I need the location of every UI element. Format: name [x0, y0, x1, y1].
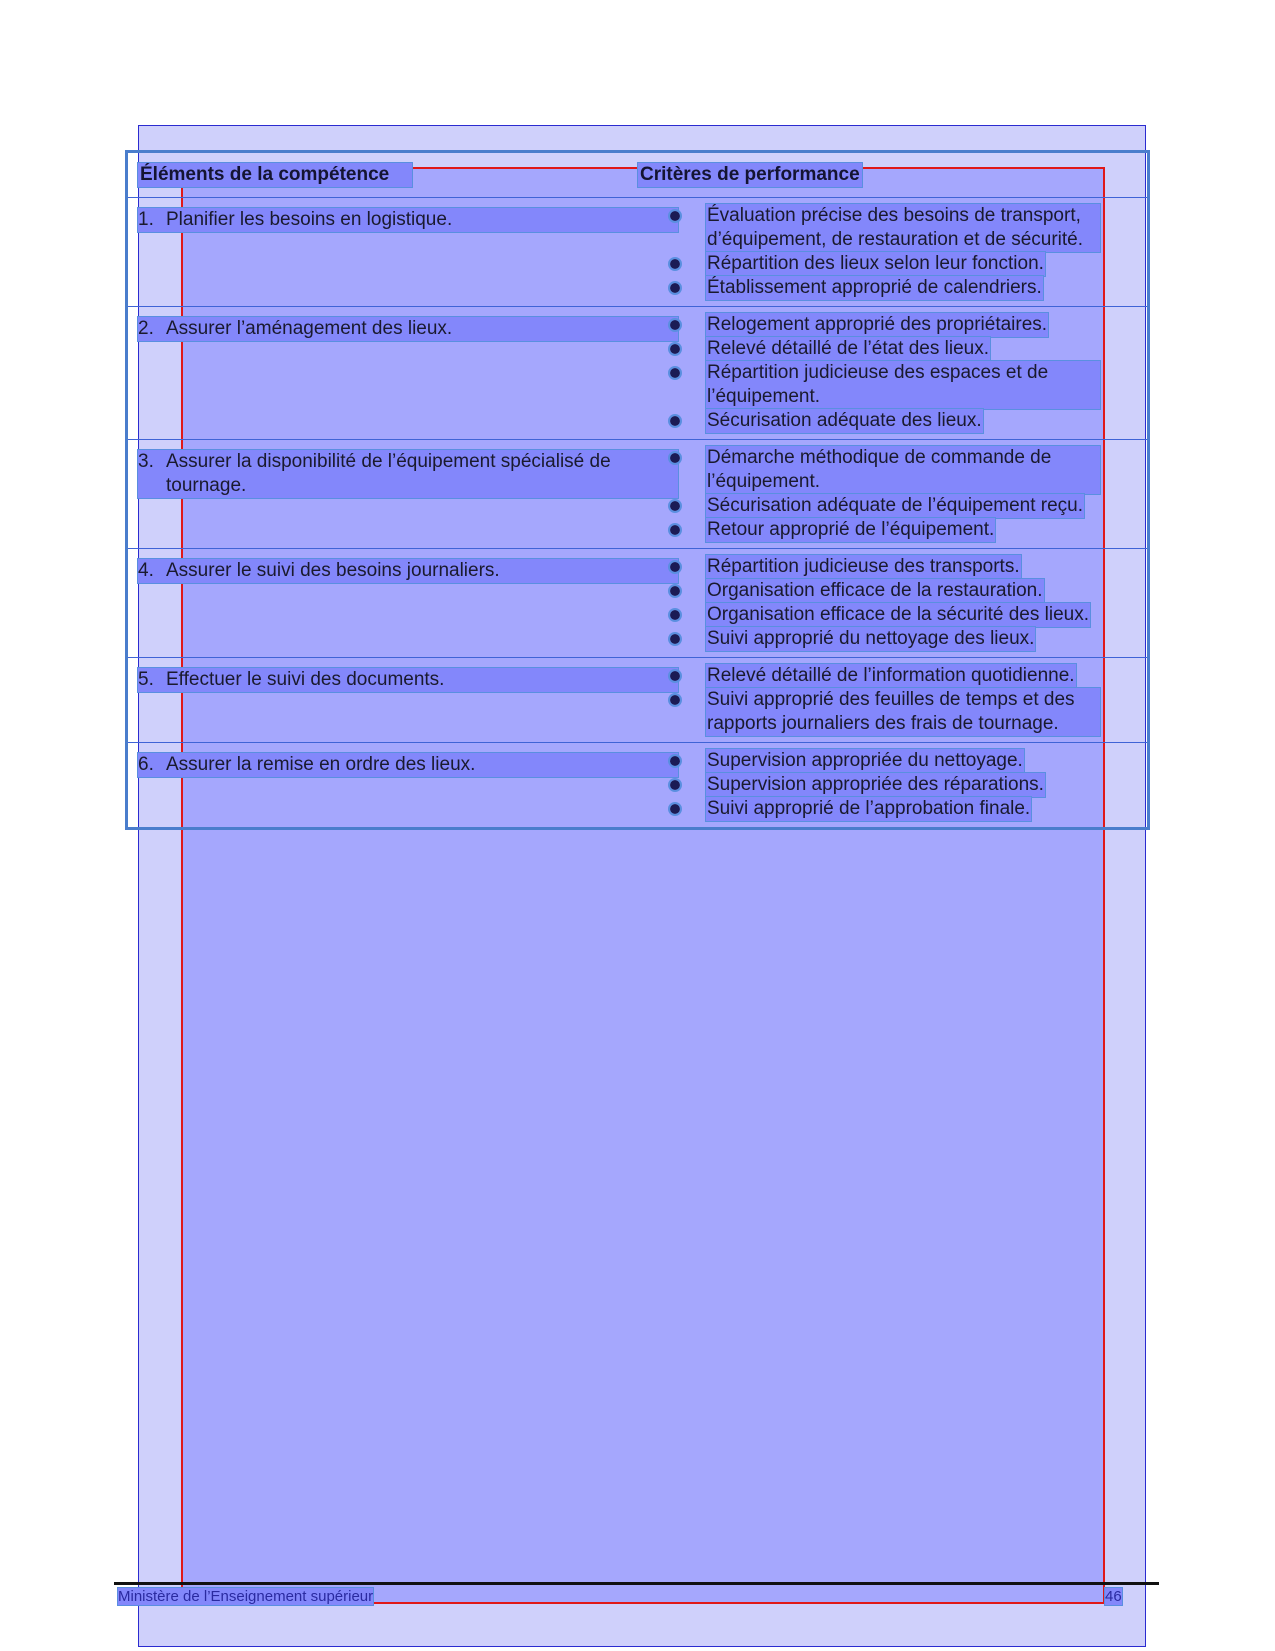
bullet-icon — [670, 562, 680, 572]
bullet-icon — [670, 695, 680, 705]
competence-element — [138, 668, 678, 692]
competence-element — [138, 559, 678, 583]
bullet-icon — [670, 634, 680, 644]
header-right-cell — [638, 163, 1147, 187]
list-item — [670, 688, 1147, 736]
list-item — [670, 664, 1147, 688]
list-item — [670, 361, 1147, 409]
table-header — [128, 153, 1147, 198]
table-row — [128, 198, 1147, 307]
bullet-icon — [670, 283, 680, 293]
list-item — [670, 337, 1147, 361]
list-item — [670, 204, 1147, 252]
element-number: 2. — [138, 318, 154, 339]
criterion-text: Retour approprié de l’équipement. — [707, 519, 995, 540]
element-cell — [128, 198, 638, 306]
criterion-text: Supervision appropriée des réparations. — [707, 774, 1044, 795]
header-left-cell — [128, 163, 638, 187]
criteria-cell — [638, 198, 1147, 306]
criterion-text: Relevé détaillé de l’information quotidienne. — [707, 665, 1075, 686]
criterion-text: Démarche méthodique de commande de l’équipement. — [706, 446, 1100, 494]
criteria-list — [638, 204, 1147, 300]
competence-element — [138, 208, 678, 232]
table-row — [128, 743, 1147, 827]
bullet-icon — [670, 368, 680, 378]
criterion-text: Supervision appropriée du nettoyage. — [707, 750, 1023, 771]
bullet-icon — [670, 320, 680, 330]
criterion-text: Sécurisation adéquate de l’équipement reçu. — [707, 495, 1084, 516]
element-number: 3. — [138, 451, 154, 472]
list-item — [670, 276, 1147, 300]
list-item — [670, 252, 1147, 276]
list-item — [670, 409, 1147, 433]
element-cell — [128, 549, 638, 657]
bullet-icon — [670, 259, 680, 269]
header-elements-label: Éléments de la compétence — [138, 163, 412, 187]
criterion-text: Suivi approprié de l’approbation finale. — [707, 798, 1031, 819]
criterion-text: Sécurisation adéquate des lieux. — [707, 410, 982, 431]
element-number: 6. — [138, 754, 154, 775]
bullet-icon — [670, 211, 680, 221]
competence-table — [125, 150, 1150, 830]
criterion-text: Établissement approprié de calendriers. — [707, 277, 1042, 298]
bullet-icon — [670, 525, 680, 535]
footer-ministry: Ministère de l’Enseignement supérieur — [118, 1588, 374, 1605]
element-text: Assurer la remise en ordre des lieux. — [166, 754, 476, 775]
element-number: 5. — [138, 669, 154, 690]
element-number: 4. — [138, 560, 154, 581]
competence-element — [138, 753, 678, 777]
list-item — [670, 494, 1147, 518]
bullet-icon — [670, 453, 680, 463]
criterion-text: Répartition des lieux selon leur fonction. — [707, 253, 1044, 274]
list-item — [670, 446, 1147, 494]
table-row — [128, 658, 1147, 743]
criterion-text: Évaluation précise des besoins de transport, d’équipement, de restauration et de sécurité. — [706, 204, 1100, 252]
footer-rule — [114, 1582, 1159, 1585]
criteria-cell — [638, 743, 1147, 827]
criterion-text: Suivi approprié des feuilles de temps et des rapports journaliers des frais de tournage. — [706, 688, 1100, 736]
bullet-icon — [670, 501, 680, 511]
list-item — [670, 518, 1147, 542]
criterion-text: Répartition judicieuse des espaces et de l’équipement. — [706, 361, 1100, 409]
element-cell — [128, 307, 638, 439]
criterion-text: Organisation efficace de la sécurité des lieux. — [707, 604, 1089, 625]
criterion-text: Répartition judicieuse des transports. — [707, 556, 1020, 577]
table-row — [128, 440, 1147, 549]
element-cell — [128, 440, 638, 548]
bullet-icon — [670, 671, 680, 681]
criteria-cell — [638, 549, 1147, 657]
element-text: Assurer la disponibilité de l’équipement spécialisé de tournage. — [166, 451, 611, 496]
element-number: 1. — [138, 209, 154, 230]
criteria-cell — [638, 658, 1147, 742]
criteria-list — [638, 555, 1147, 651]
table-body — [128, 198, 1147, 827]
bullet-icon — [670, 586, 680, 596]
bullet-icon — [670, 804, 680, 814]
criteria-list — [638, 313, 1147, 433]
table-row — [128, 307, 1147, 440]
criteria-cell — [638, 440, 1147, 548]
element-text: Effectuer le suivi des documents. — [166, 669, 445, 690]
bullet-icon — [670, 344, 680, 354]
element-text: Planifier les besoins en logistique. — [166, 209, 453, 230]
bullet-icon — [670, 610, 680, 620]
criterion-text: Relogement approprié des propriétaires. — [707, 314, 1048, 335]
bullet-icon — [670, 756, 680, 766]
list-item — [670, 313, 1147, 337]
element-cell — [128, 658, 638, 742]
list-item — [670, 579, 1147, 603]
bullet-icon — [670, 416, 680, 426]
bullet-icon — [670, 780, 680, 790]
criterion-text: Suivi approprié du nettoyage des lieux. — [707, 628, 1035, 649]
criterion-text: Organisation efficace de la restauration. — [707, 580, 1043, 601]
criterion-text: Relevé détaillé de l’état des lieux. — [707, 338, 990, 359]
criteria-list — [638, 446, 1147, 542]
list-item — [670, 603, 1147, 627]
criteria-list — [638, 664, 1147, 736]
table-row — [128, 549, 1147, 658]
list-item — [670, 627, 1147, 651]
criteria-list — [638, 749, 1147, 821]
criteria-cell — [638, 307, 1147, 439]
footer-page-number: 46 — [1105, 1588, 1122, 1605]
header-criteria-label: Critères de performance — [640, 164, 860, 185]
list-item — [670, 797, 1147, 821]
list-item — [670, 773, 1147, 797]
element-text: Assurer le suivi des besoins journaliers. — [166, 560, 500, 581]
list-item — [670, 749, 1147, 773]
element-text: Assurer l’aménagement des lieux. — [166, 318, 453, 339]
element-cell — [128, 743, 638, 827]
competence-element — [138, 317, 678, 341]
list-item — [670, 555, 1147, 579]
competence-element — [138, 450, 678, 498]
